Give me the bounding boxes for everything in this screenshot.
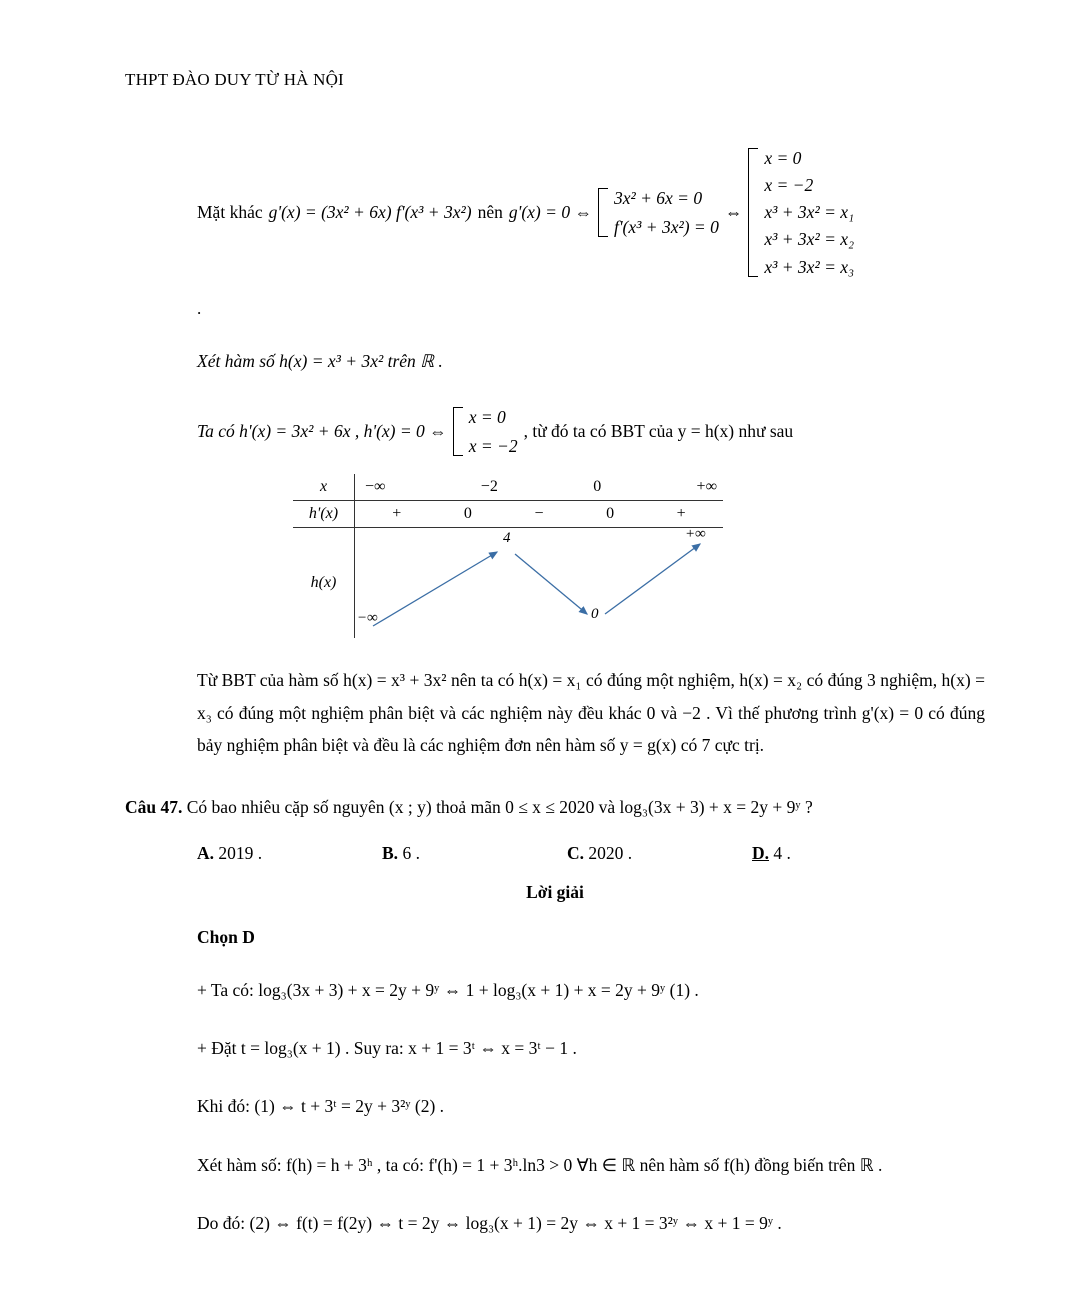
system-one xyxy=(598,188,719,237)
system-two-row: x = 0 xyxy=(764,148,802,168)
solution-steps xyxy=(197,974,985,1240)
stray-dot: . xyxy=(197,298,202,318)
question-block xyxy=(125,791,985,824)
graph-label-max: 4 xyxy=(503,530,511,547)
system-one-row: f'(x³ + 3x²) = 0 xyxy=(613,216,719,237)
variation-arrows xyxy=(355,528,723,638)
system-two-row: x³ + 3x² = x₃ xyxy=(764,256,855,277)
row-label-h: h(x) xyxy=(293,528,355,639)
sign-value: + xyxy=(676,505,686,523)
question-text: Có bao nhiêu cặp số nguyên (x ; y) thoả mãn 0 ≤ x ≤ 2020 và log₃(3x + 3) + x = 2y + 9ʸ ? xyxy=(186,797,813,818)
solution-heading: Lời giải xyxy=(526,881,584,902)
table-row xyxy=(293,528,723,639)
answer-value-a: 2019 . xyxy=(218,842,263,863)
math-line-1-mid: nên xyxy=(477,201,503,222)
answer-option-a[interactable] xyxy=(197,843,382,864)
solution-body xyxy=(197,148,985,761)
system-three-row: x = 0 xyxy=(468,407,506,427)
answer-label-a: A. xyxy=(197,842,215,863)
system-two xyxy=(748,148,854,277)
answer-option-b[interactable] xyxy=(382,843,567,864)
math-line-1-expr1: g'(x) = (3x² + 6x) f'(x³ + 3x²) xyxy=(268,201,472,222)
math-line-1-expr2: g'(x) = 0 ⇔ xyxy=(508,201,592,222)
answer-option-c[interactable] xyxy=(567,843,752,864)
system-two-row: x³ + 3x² = x₁ xyxy=(764,202,855,223)
system-one-row: 3x² + 6x = 0 xyxy=(613,187,703,208)
answer-value-c: 2020 . xyxy=(588,842,633,863)
variation-graph-cell xyxy=(355,528,724,639)
answer-label-d: D. xyxy=(752,842,770,863)
line-ta-co-b: , từ đó ta có BBT của y = h(x) như sau xyxy=(523,421,794,442)
x-value: +∞ xyxy=(696,478,717,496)
solution-step: Xét hàm số: f(h) = h + 3ʰ , ta có: f'(h) = 1 + 3ʰ.ln3 > 0 ∀h ∈ ℝ nên hàm số f(h) đồng biến trên ℝ . xyxy=(197,1154,883,1175)
solution-step: Do đó: (2) ⇔ f(t) = f(2y) ⇔ t = 2y ⇔ log₃(x + 1) = 2y ⇔ x + 1 = 3²ʸ ⇔ x + 1 = 9ʸ . xyxy=(197,1213,782,1234)
answer-label-c: C. xyxy=(567,842,585,863)
sign-value: 0 xyxy=(463,505,472,523)
solution-step: Khi đó: (1) ⇔ t + 3ᵗ = 2y + 3²ʸ (2) . xyxy=(197,1096,445,1117)
variation-table xyxy=(293,474,723,638)
system-three xyxy=(453,407,518,456)
equivalence-symbol: ⇔ xyxy=(724,201,743,222)
bracket-icon xyxy=(453,407,463,456)
sign-value: 0 xyxy=(606,505,615,523)
school-header: THPT ĐÀO DUY TỪ HÀ NỘI xyxy=(125,70,344,89)
question-number: Câu 47. xyxy=(125,797,183,818)
answer-value-d: 4 . xyxy=(773,842,791,863)
paragraph-conclusion: Từ BBT của hàm số h(x) = x³ + 3x² nên ta có h(x) = x₁ có đúng một nghiệm, h(x) = x₂ có đúng 3 nghiệm, h(x) = x₃ có đúng một nghiệm phân biệt và các nghiệm này đều khác 0 và −2 . Vì thế phương trình g'(x) = 0 có đúng bảy nghiệm phân biệt và đều là các nghiệm đơn nên hàm số y = g(x) có 7 cực trị. xyxy=(197,670,985,755)
bracket-icon xyxy=(598,188,608,237)
solution-step: + Đặt t = log₃(x + 1) . Suy ra: x + 1 = 3ᵗ ⇔ x = 3ᵗ − 1 . xyxy=(197,1038,577,1058)
answer-option-d[interactable] xyxy=(752,843,937,864)
sign-row-cell xyxy=(355,501,724,528)
x-value: −2 xyxy=(480,478,498,496)
sign-value: + xyxy=(392,505,402,523)
table-row xyxy=(293,501,723,528)
system-three-row: x = −2 xyxy=(468,436,518,457)
chosen-answer: Chọn D xyxy=(197,926,255,947)
graph-label-pos-inf: +∞ xyxy=(685,526,706,543)
x-value: −∞ xyxy=(365,478,386,496)
math-line-1 xyxy=(197,148,985,277)
row-label-hprime: h'(x) xyxy=(293,501,355,528)
line-xet-ham-so: Xét hàm số h(x) = x³ + 3x² trên ℝ . xyxy=(197,350,443,371)
table-row xyxy=(293,474,723,501)
answer-options xyxy=(197,843,985,864)
sign-value: − xyxy=(534,505,544,523)
bracket-icon xyxy=(748,148,758,277)
line-ta-co-a: Ta có h'(x) = 3x² + 6x , h'(x) = 0 ⇔ xyxy=(197,421,447,442)
solution-step: + Ta có: log₃(3x + 3) + x = 2y + 9ʸ ⇔ 1 + log₃(x + 1) + x = 2y + 9ʸ (1) . xyxy=(197,979,699,1000)
x-values-cell xyxy=(355,474,724,501)
graph-label-min: 0 xyxy=(591,606,599,623)
graph-label-neg-inf: −∞ xyxy=(357,610,378,627)
system-two-row: x = −2 xyxy=(764,175,814,196)
line-ta-co xyxy=(197,407,985,456)
x-value: 0 xyxy=(593,478,602,496)
row-label-x: x xyxy=(293,474,355,501)
answer-value-b: 6 . xyxy=(402,842,420,863)
answer-label-b: B. xyxy=(382,842,399,863)
math-line-1-prefix: Mặt khác xyxy=(197,201,263,222)
system-two-row: x³ + 3x² = x₂ xyxy=(764,229,855,250)
